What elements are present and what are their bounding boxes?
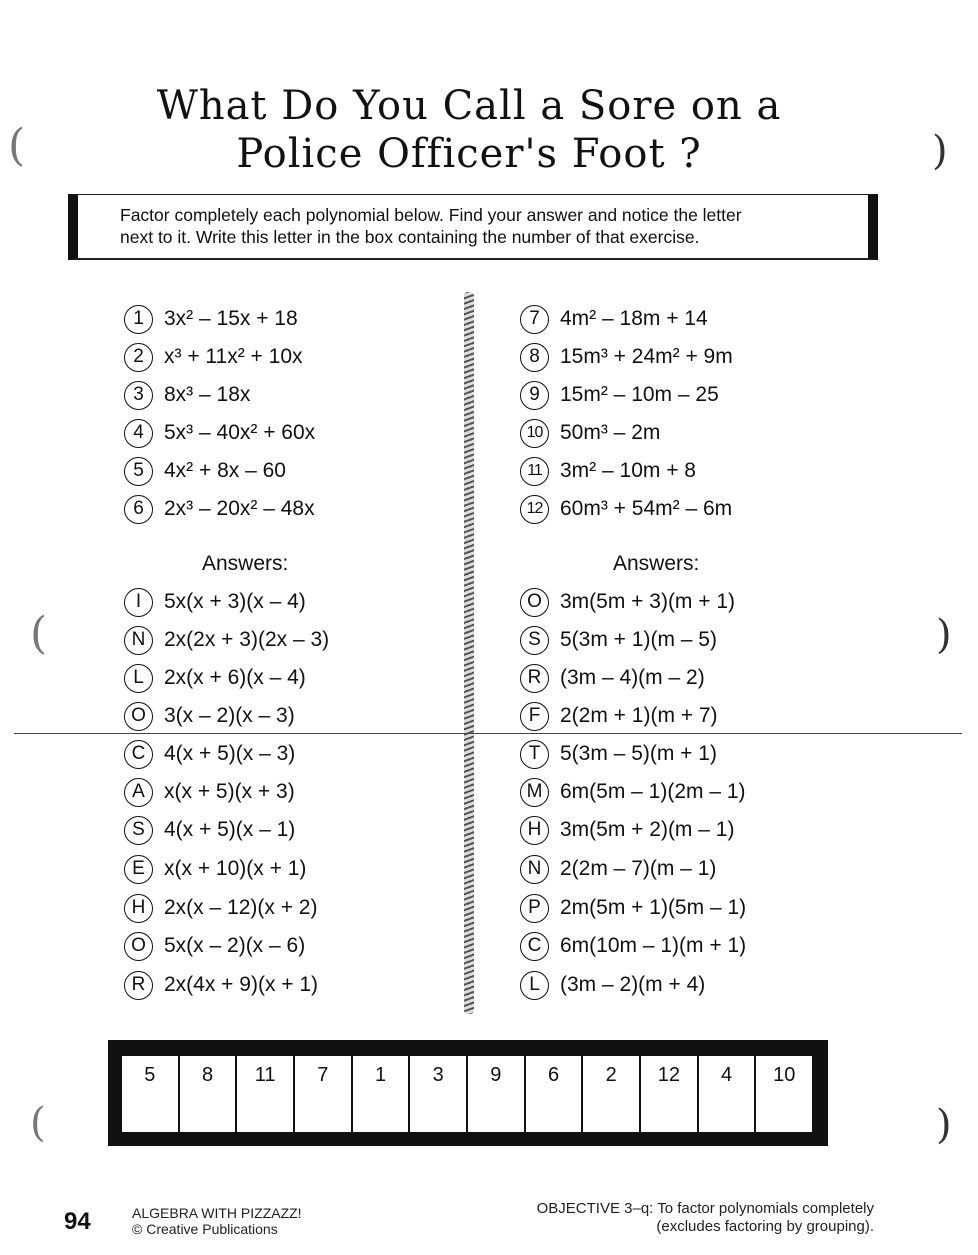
margin-mark: ): [932, 128, 948, 174]
problem-expression: 2x³ – 20x² – 48x: [164, 497, 315, 520]
answer-expression: 5x(x – 2)(x – 6): [164, 934, 306, 957]
answer-row: [124, 892, 317, 924]
page-fold-line: [14, 733, 962, 734]
answer-row: [124, 853, 306, 885]
answer-expression: 5x(x + 3)(x – 4): [164, 590, 306, 613]
answer-box[interactable]: 4: [699, 1056, 757, 1132]
answer-row: [124, 662, 306, 694]
problem-number-circle: 5: [124, 457, 153, 486]
answer-letter-circle: H: [520, 816, 549, 845]
answer-expression: 2x(x – 12)(x + 2): [164, 896, 318, 919]
title-line-2: Police Officer's Foot ?: [236, 131, 702, 177]
problem-row: [520, 417, 660, 449]
answer-letter-circle: O: [520, 588, 549, 617]
problem-number-circle: 8: [520, 343, 549, 372]
problem-expression: x³ + 11x² + 10x: [164, 345, 303, 368]
answer-letter-circle: R: [520, 664, 549, 693]
problem-row: [124, 341, 303, 373]
problem-number-circle: 1: [124, 305, 153, 334]
answer-expression: (3m – 2)(m + 4): [560, 973, 706, 996]
objective-line-1: OBJECTIVE 3–q: To factor polynomials completely: [536, 1200, 874, 1217]
answer-row: [124, 586, 306, 618]
answer-box[interactable]: 11: [237, 1056, 295, 1132]
answer-row: [124, 738, 295, 770]
problem-expression: 8x³ – 18x: [164, 383, 251, 406]
problem-expression: 3x² – 15x + 18: [164, 307, 298, 330]
answer-box[interactable]: 3: [410, 1056, 468, 1132]
problem-expression: 60m³ + 54m² – 6m: [560, 497, 733, 520]
answer-letter-circle: A: [124, 778, 153, 807]
problem-number-circle: 2: [124, 343, 153, 372]
problem-row: [124, 379, 250, 411]
answer-letter-circle: F: [520, 702, 549, 731]
answer-row: [520, 892, 746, 924]
problem-row: [520, 493, 732, 525]
answer-row: [124, 969, 318, 1001]
answer-expression: 5(3m – 5)(m + 1): [560, 742, 717, 765]
answer-letter-circle: L: [520, 971, 549, 1000]
answer-row: [520, 700, 718, 732]
problem-expression: 50m³ – 2m: [560, 421, 661, 444]
problem-number-circle: 6: [124, 495, 153, 524]
answer-expression: 2(2m + 1)(m + 7): [560, 704, 718, 727]
answer-letter-circle: N: [124, 626, 153, 655]
answer-expression: x(x + 5)(x + 3): [164, 780, 295, 803]
answers-heading: Answers:: [613, 552, 700, 575]
problem-row: [124, 303, 298, 335]
answer-row: [520, 738, 717, 770]
problem-row: [124, 455, 286, 487]
publisher: © Creative Publications: [132, 1221, 278, 1237]
answer-expression: 4(x + 5)(x – 3): [164, 742, 296, 765]
problem-number-circle: 10: [520, 419, 549, 448]
problem-row: [520, 379, 719, 411]
problem-expression: 15m³ + 24m² + 9m: [560, 345, 733, 368]
answer-row: [520, 662, 705, 694]
answer-row: [520, 814, 734, 846]
problem-expression: 5x³ – 40x² + 60x: [164, 421, 316, 444]
answer-box[interactable]: 12: [641, 1056, 699, 1132]
answer-expression: 3m(5m + 3)(m + 1): [560, 590, 736, 613]
margin-mark: ): [936, 1102, 952, 1148]
answer-expression: 2(2m – 7)(m – 1): [560, 857, 717, 880]
objective: [470, 1200, 874, 1236]
answer-row: [520, 853, 716, 885]
problem-expression: 15m² – 10m – 25: [560, 383, 719, 406]
answer-letter-circle: I: [124, 588, 153, 617]
answer-row: [520, 586, 735, 618]
answer-letter-circle: L: [124, 664, 153, 693]
answer-box[interactable]: 9: [468, 1056, 526, 1132]
instructions-line-2: next to it. Write this letter in the box containing the number of that exercise.: [120, 227, 700, 247]
answer-box[interactable]: 1: [353, 1056, 411, 1132]
answer-letter-circle: C: [124, 740, 153, 769]
problem-row: [124, 493, 315, 525]
problem-number-circle: 11: [520, 457, 549, 486]
problem-number-circle: 12: [520, 495, 549, 524]
answer-row: [124, 930, 305, 962]
answer-box[interactable]: 2: [583, 1056, 641, 1132]
answer-letter-circle: R: [124, 971, 153, 1000]
answer-expression: 3m(5m + 2)(m – 1): [560, 818, 735, 841]
problem-row: [124, 417, 315, 449]
instructions-line-1: Factor completely each polynomial below. Find your answer and notice the letter: [120, 205, 742, 225]
answer-row: [124, 700, 295, 732]
answer-expression: 4(x + 5)(x – 1): [164, 818, 296, 841]
answer-box-row: [122, 1056, 812, 1132]
worksheet-title: [0, 82, 938, 178]
answer-row: [520, 776, 746, 808]
answer-box[interactable]: 5: [122, 1056, 180, 1132]
problem-row: [520, 341, 733, 373]
answer-expression: (3m – 4)(m – 2): [560, 666, 705, 689]
answer-expression: 2m(5m + 1)(5m – 1): [560, 896, 747, 919]
margin-mark: ): [936, 612, 952, 658]
answer-letter-circle: P: [520, 894, 549, 923]
answer-letter-circle: T: [520, 740, 549, 769]
problem-number-circle: 3: [124, 381, 153, 410]
answers-heading: Answers:: [202, 552, 289, 575]
answer-box[interactable]: 8: [180, 1056, 238, 1132]
answer-row: [124, 624, 329, 656]
problem-expression: 4x² + 8x – 60: [164, 459, 286, 482]
margin-mark: (: [30, 608, 48, 659]
answer-expression: 2x(x + 6)(x – 4): [164, 666, 306, 689]
problem-row: [520, 303, 708, 335]
answer-letter-circle: N: [520, 855, 549, 884]
page-number: 94: [64, 1208, 91, 1235]
answer-row: [124, 814, 295, 846]
problem-row: [520, 455, 696, 487]
instructions-box: [68, 194, 878, 260]
book-credit: [132, 1205, 302, 1237]
answer-letter-circle: S: [520, 626, 549, 655]
answer-letter-circle: S: [124, 816, 153, 845]
problem-expression: 3m² – 10m + 8: [560, 459, 696, 482]
answer-letter-circle: C: [520, 932, 549, 961]
margin-mark: (: [8, 120, 26, 171]
answer-box[interactable]: 6: [526, 1056, 584, 1132]
objective-line-2: (excludes factoring by grouping).: [656, 1218, 874, 1235]
problem-number-circle: 9: [520, 381, 549, 410]
answer-expression: 2x(4x + 9)(x + 1): [164, 973, 319, 996]
answer-letter-circle: O: [124, 702, 153, 731]
problem-number-circle: 4: [124, 419, 153, 448]
answer-letter-circle: M: [520, 778, 549, 807]
answer-box[interactable]: 10: [773, 1064, 796, 1086]
book-title: ALGEBRA WITH PIZZAZZ!: [132, 1205, 302, 1221]
answer-letter-circle: H: [124, 894, 153, 923]
answer-letter-circle: E: [124, 855, 153, 884]
answer-expression: 6m(5m – 1)(2m – 1): [560, 780, 746, 803]
rope-divider: [464, 292, 474, 1014]
problem-expression: 4m² – 18m + 14: [560, 307, 708, 330]
answer-row: [520, 969, 705, 1001]
answer-expression: 5(3m + 1)(m – 5): [560, 628, 717, 651]
answer-box[interactable]: 7: [295, 1056, 353, 1132]
answer-row: [124, 776, 295, 808]
problem-number-circle: 7: [520, 305, 549, 334]
answer-expression: 3(x – 2)(x – 3): [164, 704, 295, 727]
answer-expression: x(x + 10)(x + 1): [164, 857, 307, 880]
title-line-1: What Do You Call a Sore on a: [156, 83, 782, 129]
answer-letter-circle: O: [124, 932, 153, 961]
answer-row: [520, 930, 746, 962]
answer-expression: 2x(2x + 3)(2x – 3): [164, 628, 330, 651]
answer-row: [520, 624, 717, 656]
margin-mark: (: [30, 1100, 46, 1146]
answer-expression: 6m(10m – 1)(m + 1): [560, 934, 747, 957]
